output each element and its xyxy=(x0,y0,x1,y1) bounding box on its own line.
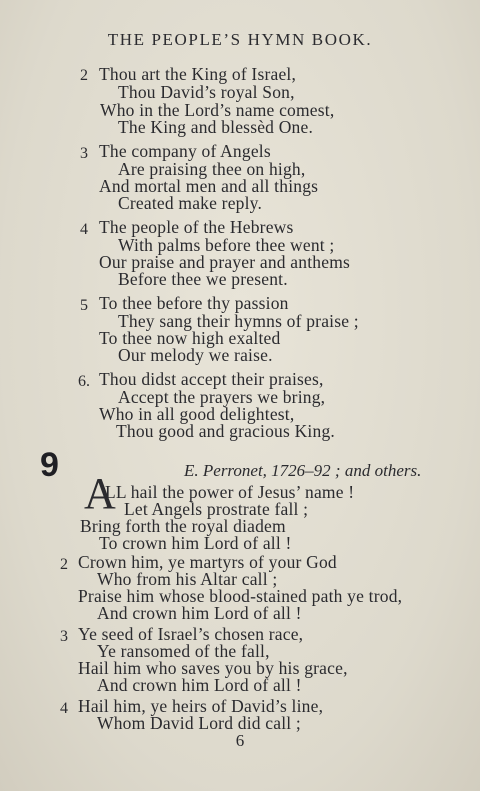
verse-number: 2 xyxy=(80,67,88,84)
hymn-number: 9 xyxy=(40,446,59,484)
verse-line: Hail him who saves you by his grace, xyxy=(78,658,348,678)
verse-line: Thou David’s royal Son, xyxy=(118,82,295,102)
verse-line: Our melody we raise. xyxy=(118,345,273,365)
verse-line: Are praising thee on high, xyxy=(118,159,306,179)
verse-line: Created make reply. xyxy=(118,193,263,213)
verse-line: Thou didst accept their praises, xyxy=(99,369,324,389)
verse-line: Who in all good delightest, xyxy=(99,404,295,424)
verse-line: Bring forth the royal diadem xyxy=(80,516,286,536)
verse-line: Praise him whose blood-stained path ye trod, xyxy=(78,586,403,606)
drop-cap: A xyxy=(84,469,116,518)
verse-number: 4 xyxy=(80,221,88,238)
verse-line: And mortal men and all things xyxy=(99,176,319,196)
page-number: 6 xyxy=(235,731,245,750)
verse-line: Thou art the King of Israel, xyxy=(99,64,297,84)
verse-line: And crown him Lord of all ! xyxy=(97,675,302,695)
verse-number: 5 xyxy=(80,297,88,314)
verse-line: And crown him Lord of all ! xyxy=(97,603,302,623)
verse-line: Crown him, ye martyrs of your God xyxy=(78,552,337,572)
verse-line: To thee now high exalted xyxy=(99,328,281,348)
verse-line: With palms before thee went ; xyxy=(118,235,335,255)
verse-line: The company of Angels xyxy=(99,141,271,161)
running-header: THE PEOPLE’S HYMN BOOK. xyxy=(107,30,373,49)
verse-number: 3 xyxy=(60,628,68,645)
verse-line: Whom David Lord did call ; xyxy=(97,713,301,733)
verse-line: Who in the Lord’s name comest, xyxy=(100,100,335,120)
verse-line: Thou good and gracious King. xyxy=(116,421,335,441)
verse-line: Ye seed of Israel’s chosen race, xyxy=(78,624,304,644)
verse-line: To thee before thy passion xyxy=(99,293,289,313)
verse-number: 3 xyxy=(80,145,88,162)
verse-line: They sang their hymns of praise ; xyxy=(118,311,359,331)
verse-number: 6. xyxy=(78,373,90,390)
verse-line: Accept the prayers we bring, xyxy=(118,387,326,407)
hymn-attribution: E. Perronet, 1726–92 ; and others. xyxy=(184,461,422,480)
verse-number: 4 xyxy=(60,700,68,717)
verse-line: Who from his Altar call ; xyxy=(97,569,278,589)
verse-line: Before thee we present. xyxy=(118,269,288,289)
verse-line: Ye ransomed of the fall, xyxy=(97,641,270,661)
verse-line: The King and blessèd One. xyxy=(118,117,314,137)
verse-line: Our praise and prayer and anthems xyxy=(99,252,351,272)
verse-line: The people of the Hebrews xyxy=(99,217,294,237)
verse-line: LL hail the power of Jesus’ name ! xyxy=(105,482,355,502)
verse-number: 2 xyxy=(60,556,68,573)
verse-line: Hail him, ye heirs of David’s line, xyxy=(78,696,324,716)
verse-line: Let Angels prostrate fall ; xyxy=(124,499,309,519)
verse-line: To crown him Lord of all ! xyxy=(99,533,292,553)
